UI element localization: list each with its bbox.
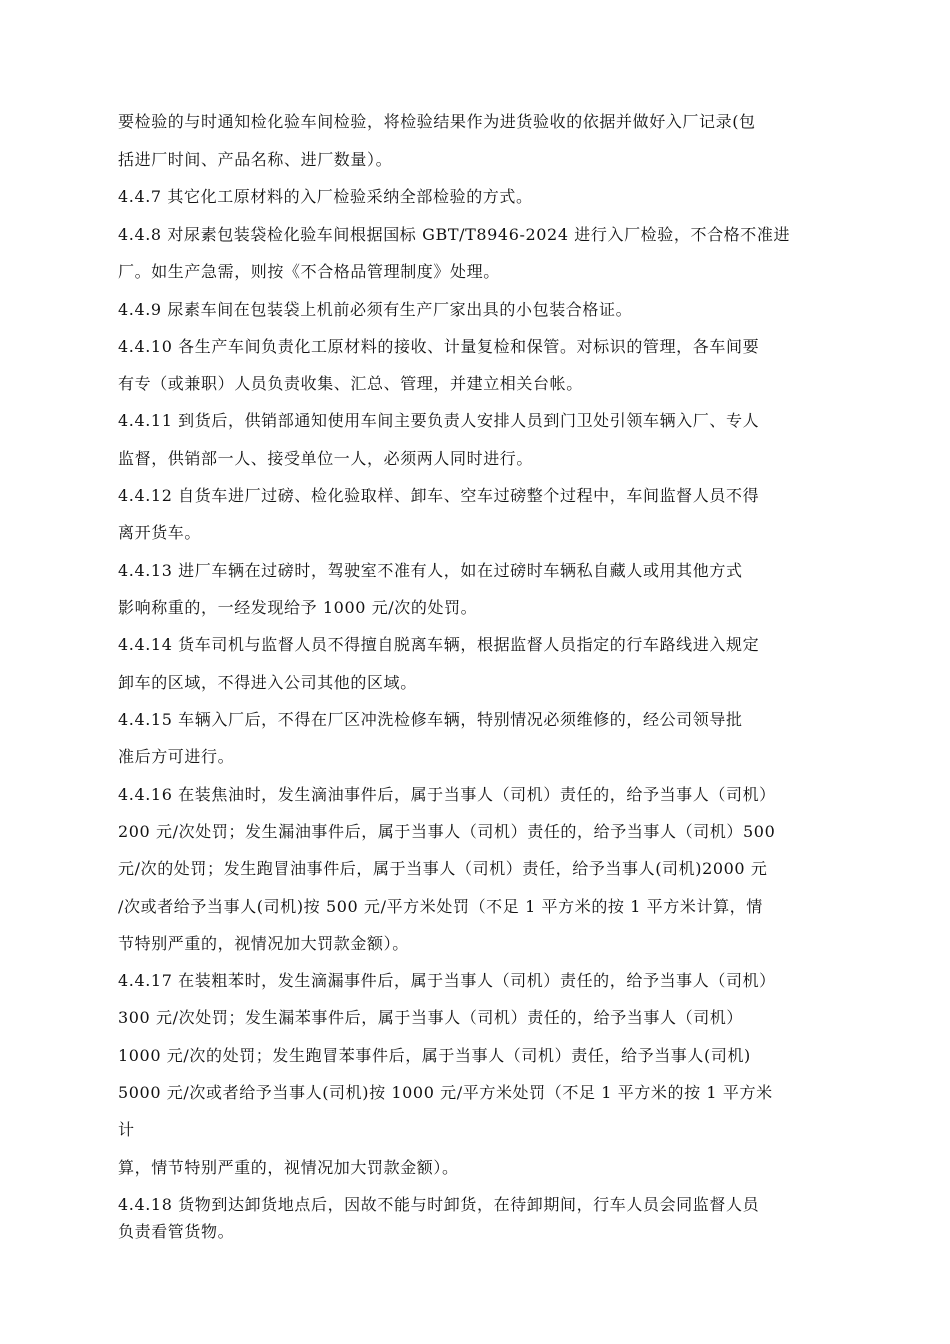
text-line: 节特别严重的，视情况加大罚款金额）。 [118,934,409,953]
text-line: 负责看管货物。 [118,1222,235,1241]
text-line: 4.4.14 货车司机与监督人员不得擅自脱离车辆，根据监督人员指定的行车路线进入规定 [118,635,760,654]
text-line: 要检验的与时通知检化验车间检验，将检验结果作为进货验收的依据并做好入厂记录(包 [118,112,756,131]
text-line: 厂。如生产急需，则按《不合格品管理制度》处理。 [118,262,500,281]
text-line: 计 [118,1120,135,1139]
text-line: 4.4.18 货物到达卸货地点后，因故不能与时卸货，在待卸期间，行车人员会同监督人员 [118,1195,760,1214]
text-line: 影响称重的，一经发现给予 1000 元/次的处罚。 [118,598,478,617]
text-line: 离开货车。 [118,523,202,542]
text-line: 4.4.13 进厂车辆在过磅时，驾驶室不准有人，如在过磅时车辆私自藏人或用其他方式 [118,561,743,580]
text-line: 4.4.15 车辆入厂后，不得在厂区冲洗检修车辆，特别情况必须维修的，经公司领导批 [118,710,743,729]
text-line: 4.4.7 其它化工原材料的入厂检验采纳全部检验的方式。 [118,187,533,206]
text-line: /次或者给予当事人(司机)按 500 元/平方米处罚（不足 1 平方米的按 1 平方米计算，情 [118,897,763,916]
text-line: 元/次的处罚；发生跑冒油事件后，属于当事人（司机）责任，给予当事人(司机)2000 元 [118,859,768,878]
text-line: 5000 元/次或者给予当事人(司机)按 1000 元/平方米处罚（不足 1 平方米的按 1 平方米 [118,1083,773,1102]
text-line: 有专（或兼职）人员负责收集、汇总、管理，并建立相关台帐。 [118,374,583,393]
text-line: 300 元/次处罚；发生漏苯事件后，属于当事人（司机）责任的，给予当事人（司机） [118,1008,744,1027]
text-line: 4.4.11 到货后，供销部通知使用车间主要负责人安排人员到门卫处引领车辆入厂、专人 [118,411,760,430]
text-line: 4.4.12 自货车进厂过磅、检化验取样、卸车、空车过磅整个过程中，车间监督人员不得 [118,486,760,505]
text-line: 准后方可进行。 [118,747,235,766]
text-line: 4.4.8 对尿素包装袋检化验车间根据国标 GBT/T8946-2024 进行入厂检验，不合格不准进 [118,225,791,244]
text-line: 括进厂时间、产品名称、进厂数量）。 [118,150,393,169]
text-line: 200 元/次处罚；发生漏油事件后，属于当事人（司机）责任的，给予当事人（司机）500 [118,822,776,841]
text-line: 监督，供销部一人、接受单位一人，必须两人同时进行。 [118,449,534,468]
text-line: 4.4.9 尿素车间在包装袋上机前必须有生产厂家出具的小包装合格证。 [118,300,633,319]
text-line: 4.4.10 各生产车间负责化工原材料的接收、计量复检和保管。对标识的管理，各车间要 [118,337,760,356]
text-line: 4.4.16 在装焦油时，发生滴油事件后，属于当事人（司机）责任的，给予当事人（司机） [118,785,776,804]
text-line: 卸车的区域，不得进入公司其他的区域。 [118,673,417,692]
text-line: 算，情节特别严重的，视情况加大罚款金额）。 [118,1158,459,1177]
text-line: 4.4.17 在装粗苯时，发生滴漏事件后，属于当事人（司机）责任的，给予当事人（司机） [118,971,776,990]
text-line: 1000 元/次的处罚；发生跑冒苯事件后，属于当事人（司机）责任，给予当事人(司机) [118,1046,751,1065]
